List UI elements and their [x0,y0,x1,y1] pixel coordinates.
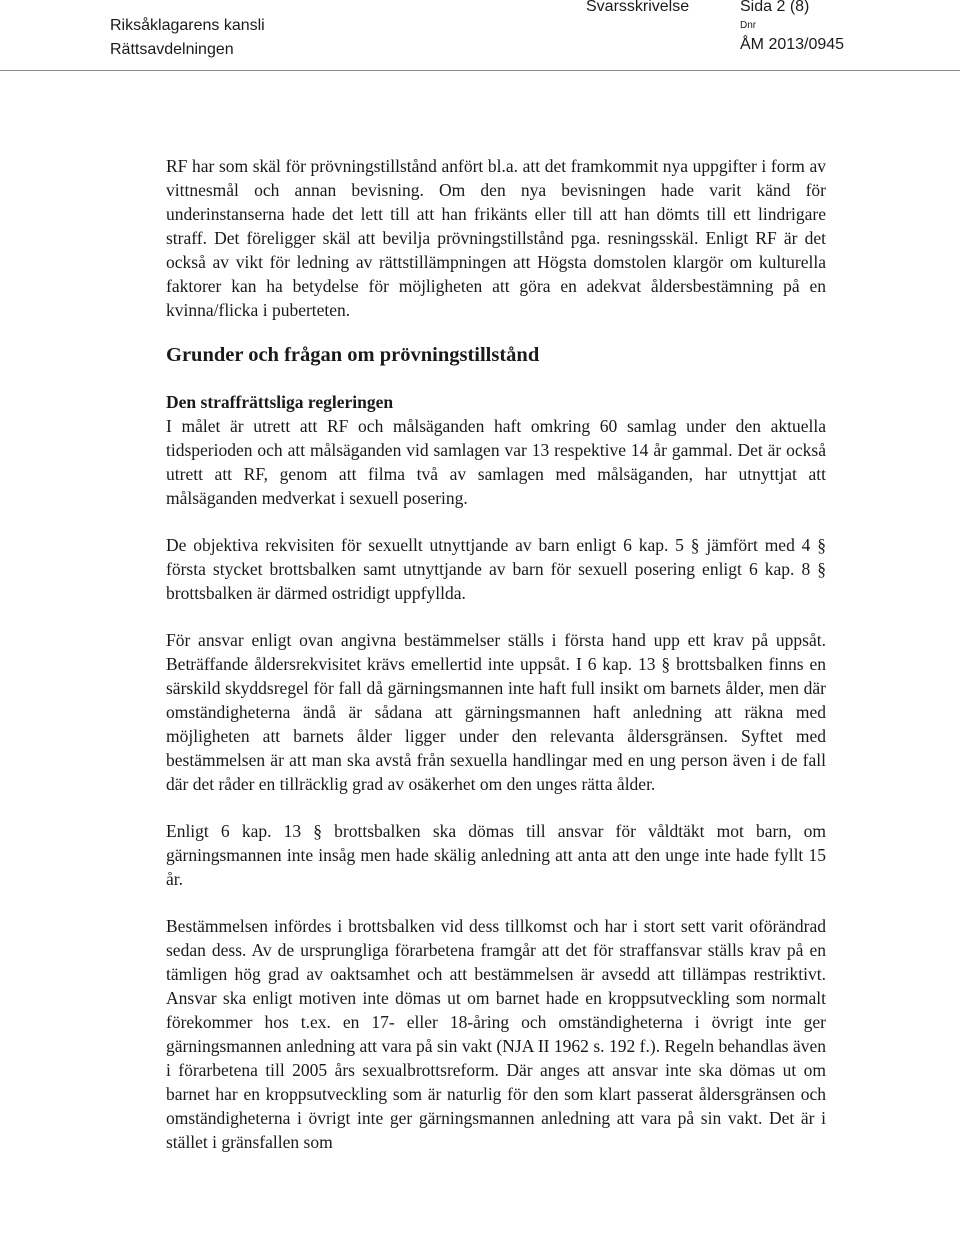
paragraph-legislative-history: Bestämmelsen infördes i brottsbalken vid dess tillkomst och har i stort sett varit oförändrad sedan dess. Av de ursprungliga förarbetena framgår att det för straffansvar ställs krav på en tämligen hög grad av oaktsamhet och att bestämmelsen är avsedd att tillämpas restriktivt. Ansvar ska enligt motiven inte dömas ut om barnet hade en kroppsutveckling som normalt förekommer hos t.ex. en 17- eller 18-åring och omständigheterna i övrigt inte ger gärningsmannen anledning att vara på sin vakt (NJA II 1962 s. 192 f.). Regeln behandlas även i förarbetena till 2005 års sexualbrottsreform. Där anges att ansvar inte ska dömas ut om barnet har en kroppsutveckling som är naturlig för den som klart passerat åldersgränsen och omständigheterna i övrigt inte ger gärningsmannen anledning att vara på sin vakt. Det är i stället i gränsfallen som [166,916,826,1152]
subsection-heading: Den straffrättsliga regleringen [166,392,394,412]
paragraph-grounds-claim: RF har som skäl för prövningstillstånd anfört bl.a. att det framkommit nya uppgifter i form av vittnesmål och annan bevisning. Om den nya bevisningen hade varit känd för underinstanserna hade det lett till att han frikänts eller till att han dömts till ett lindrigare straff. Det föreligger skäl att bevilja prövningstillstånd pga. resningsskäl. Enligt RF är det också av vikt för ledning av rättstillämpningen att Högsta domstolen klargör om kulturella faktorer kan ha betydelse för möjligheten att göra en adekvat åldersbestämning på en kvinna/flicka i puberteten. [166,156,826,320]
paragraph-objective-elements: De objektiva rekvisiten för sexuellt utnyttjande av barn enligt 6 kap. 5 § jämfört med 4 § första stycket brottsbalken samt utnyttjande av barn för sexuell posering enligt 6 kap. 8 § brottsbalken är därmed ostridigt uppfyllda. [166,535,826,603]
paragraph-liability-rule: Enligt 6 kap. 13 § brottsbalken ska dömas till ansvar för våldtäkt mot barn, om gärningsmannen inte insåg men hade skälig anledning att anta att den unge inte hade fyllt 15 år. [166,821,826,889]
paragraph-facts: I målet är utrett att RF och målsäganden haft omkring 60 samlag under den aktuella tidsperioden och att målsäganden vid samlagen var 13 respektive 14 år gammal. Det är också utrett att RF, genom att filma två av samlagen med målsäganden, har utnyttjat att målsäganden medverkat i sexuell posering. [166,416,826,508]
header-divider [0,70,960,71]
case-number: ÅM 2013/0945 [740,36,845,53]
sender-block [110,14,265,62]
page-header [0,0,960,70]
section-heading: Grunder och frågan om prövningstillstånd [166,344,540,366]
department-name: Rättsavdelningen [110,41,234,58]
document-body [166,154,826,1177]
org-name: Riksåklagarens kansli [110,17,265,34]
dnr-label: Dnr [740,20,757,31]
paragraph-intent-requirement: För ansvar enligt ovan angivna bestämmelser ställs i första hand upp ett krav på uppsåt. Beträffande åldersrekvisitet krävs emellertid inte uppsåt. I 6 kap. 13 § brottsbalken finns en särskild skyddsregel för fall då gärningsmannen inte haft full insikt om barnets ålder, men där omständigheterna ändå är sådana att gärningsmannen haft anledning att räkna med möjligheten att barnets ålder ligger under den relevanta åldersgränsen. Syftet med bestämmelsen är att man ska avstå från sexuella handlingar med en ung person även i de fall där det råder en tillräcklig grad av osäkerhet om den unges rätta ålder. [166,630,826,794]
document-type: Svarsskrivelse [586,0,690,15]
page-number: Sida 2 (8) [740,0,810,15]
